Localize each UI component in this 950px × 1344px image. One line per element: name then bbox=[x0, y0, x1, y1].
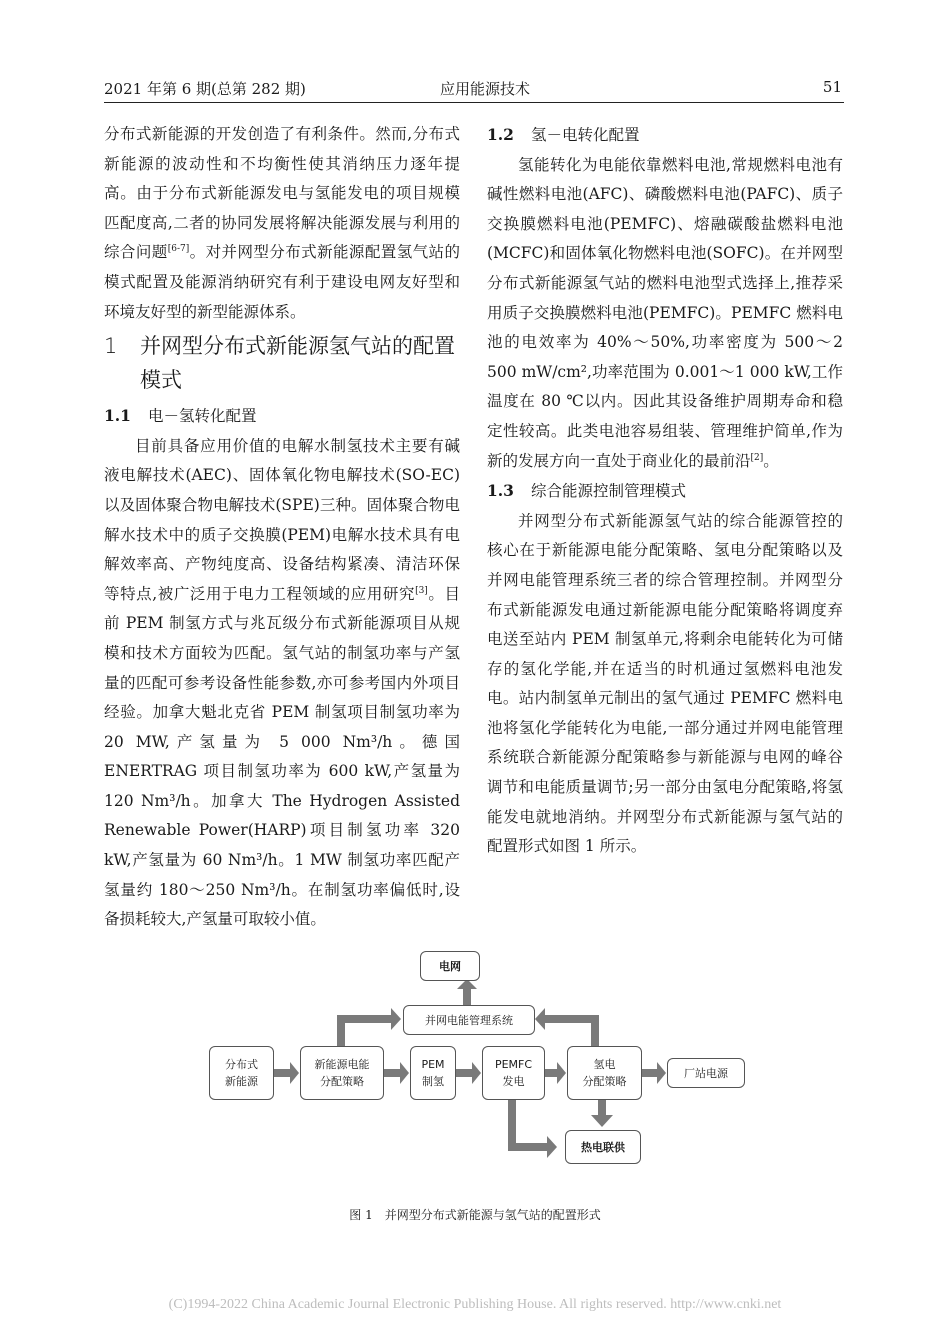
subsection-heading bbox=[487, 120, 843, 151]
subsection-number: 1.2 bbox=[487, 125, 514, 144]
figure-1-diagram bbox=[205, 945, 750, 1185]
copyright-footer: (C)1994-2022 China Academic Journal Electronic Publishing House. All rights reserved. http://www.cnki.net bbox=[168, 1297, 782, 1312]
subsection-number: 1.1 bbox=[104, 406, 131, 426]
subsection-title: 电－氢转化配置 bbox=[148, 407, 257, 426]
body-paragraph: 氢能转化为电能依靠燃料电池,常规燃料电池有碱性燃料电池(AFC)、磷酸燃料电池(PAFC)、质子交换膜燃料电池(PEMFC)、熔融碳酸盐燃料电池(MCFC)和固体氧化物燃料电池(SOFC)。在并网型分布式新能源氢气站的燃料电池型式选择上,推荐采用质子交换膜燃料电池(PEMFC)。PEMFC 燃料电池的电效率为 40%～50%,功率密度为 500～2 500 mW/cm²,功率范围为 0.001～1 000 kW,工作温度在 80 ℃以内。因此其设备维护周期寿命和稳定性较高。此类电池容易组装、管理维护简单,作为新的发展方向一直处于商业化的最前沿[2]。 bbox=[487, 155, 843, 470]
arrow-pemfc-to-h2 bbox=[545, 1062, 566, 1084]
arrow-alloc-to-mgmt bbox=[337, 1008, 401, 1051]
right-column bbox=[487, 120, 843, 862]
arrow-pemfc-to-chp bbox=[508, 1097, 557, 1158]
arrow-pem-to-pemfc bbox=[456, 1062, 481, 1084]
subsection-number: 1.3 bbox=[487, 481, 514, 501]
figure-caption: 图 1 并网型分布式新能源与氢气站的配置形式 bbox=[349, 1208, 601, 1222]
body-paragraph: 目前具备应用价值的电解水制氢技术主要有碱液电解技术(AEC)、固体氧化物电解技术(SO-EC)以及固体聚合物电解技术(SPE)三种。固体聚合物电解水技术中的质子交换膜(PEM)电解水技术具有电解效率高、产物纯度高、设备结构紧凑、清洁环保等特点,被广泛用于电力工程领域的应用研究[3]。目前 PEM 制氢方式与兆瓦级分布式新能源项目从规模和技术方面较为匹配。氢气站的制氢功率与产氢量的匹配可参考设备性能参数,亦可参考国内外项目经验。加拿大魁北克省 PEM 制氢项目制氢功率为 20 MW,产氢量为 5 000 Nm³/h。德国 ENERTRAG 项目制氢功率为 600 kW,产氢量为 120 Nm³/h。加拿大 The Hydrogen Assisted Renewable Power(HARP)项目制氢功率 320 kW,产氢量为 60 Nm³/h。1 MW 制氢功率匹配产氢量约 180～250 Nm³/h。在制氢功率偏低时,设备损耗较大,产氢量可取较小值。 bbox=[104, 436, 460, 929]
chp-box: 热电联供 bbox=[565, 1130, 641, 1164]
subsection-heading bbox=[104, 401, 460, 432]
pem-box: PEM 制氢 bbox=[410, 1046, 456, 1100]
page-number: 51 bbox=[822, 78, 842, 96]
subsection-heading bbox=[487, 476, 843, 507]
arrow-h2-to-mgmt bbox=[535, 1008, 599, 1051]
citation-ref[interactable]: [2] bbox=[750, 452, 764, 463]
grid-management-box: 并网电能管理系统 bbox=[403, 1005, 535, 1035]
body-paragraph: 并网型分布式新能源氢气站的综合能源管控的核心在于新能源电能分配策略、氢电分配策略以及并网电能管理系统三者的综合管理控制。并网型分布式新能源发电通过新能源电能分配策略将调度弃电送至站内 PEM 制氢单元,将剩余电能转化为可储存的氢化学能,并在适当的时机通过氢燃料电池发电。站内制氢单元制出的氢气通过 PEMFC 燃料电池将氢化学能转化为电能,一部分通过并网电能管理系统联合新能源分配策略参与新能源与电网的峰谷调节和电能质量调节;另一部分由氢电分配策略,将氢能发电就地消纳。并网型分布式新能源与氢气站的配置形式如图 1 所示。 bbox=[487, 511, 843, 856]
section-title: 并网型分布式新能源氢气站的配置模式 bbox=[140, 334, 455, 393]
pemfc-box: PEMFC 发电 bbox=[482, 1046, 545, 1100]
issue-info: 2021 年第 6 期(总第 282 期) bbox=[104, 80, 306, 98]
left-column bbox=[104, 120, 460, 935]
subsection-title: 综合能源控制管理模式 bbox=[531, 482, 687, 501]
arrow-h2-to-chp bbox=[591, 1097, 613, 1127]
hydrogen-allocation-box: 氢电 分配策略 bbox=[567, 1046, 642, 1100]
intro-paragraph: 分布式新能源的开发创造了有利条件。然而,分布式新能源的波动性和不均衡性使其消纳压力逐年提高。由于分布式新能源发电与氢能发电的项目规模匹配度高,二者的协同发展将解决能源发展与利用的综合问题[6-7]。对并网型分布式新能源配置氢气站的模式配置及能源消纳研究有利于建设电网友好型和环境友好型的新型能源体系。 bbox=[104, 125, 460, 321]
arrow-mgmt-to-grid bbox=[457, 979, 477, 1005]
grid-box: 电网 bbox=[420, 951, 480, 981]
section-heading bbox=[104, 329, 460, 397]
arrow-h2-to-plant bbox=[642, 1062, 666, 1084]
citation-ref[interactable]: [3] bbox=[415, 585, 428, 596]
arrow-dist-to-alloc bbox=[274, 1062, 299, 1084]
energy-allocation-box: 新能源电能 分配策略 bbox=[300, 1046, 384, 1100]
journal-name: 应用能源技术 bbox=[440, 80, 531, 98]
arrow-alloc-to-pem bbox=[384, 1062, 409, 1084]
citation-ref[interactable]: [6-7] bbox=[167, 244, 190, 255]
distributed-energy-box: 分布式 新能源 bbox=[209, 1046, 274, 1100]
section-number: 1 bbox=[104, 334, 118, 359]
running-header bbox=[104, 76, 844, 103]
plant-power-box: 厂站电源 bbox=[667, 1058, 745, 1088]
subsection-title: 氢－电转化配置 bbox=[531, 126, 640, 144]
